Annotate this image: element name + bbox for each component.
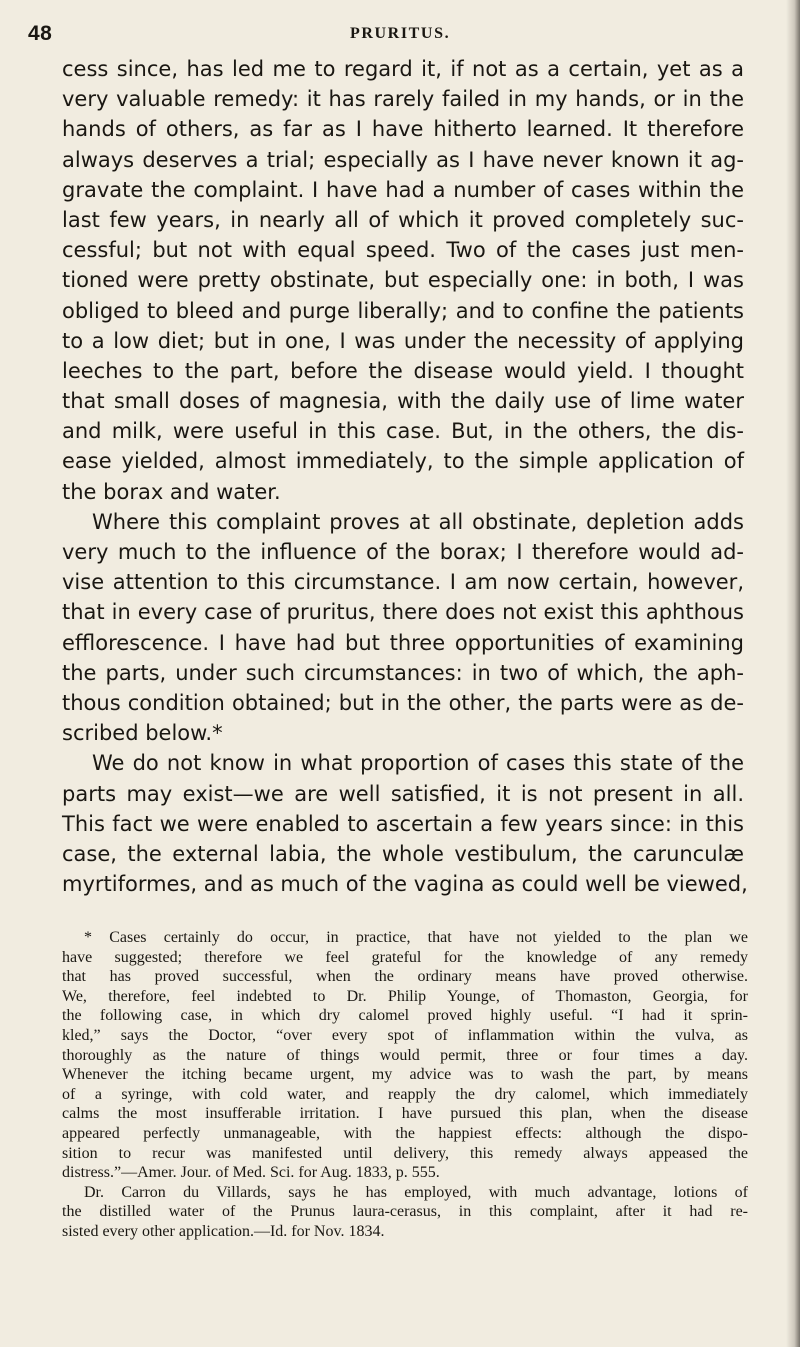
footnote [62, 928, 748, 1242]
body-text [62, 54, 748, 899]
page-edge-shadow [786, 0, 800, 1347]
body-line: tioned were pretty obstinate, but especially one: in both, I was [62, 268, 744, 293]
footnote-line: of a syringe, with cold water, and reapply the dry calomel, which immediately [62, 1085, 748, 1103]
running-header [28, 22, 788, 50]
footnote-line: the distilled water of the Prunus laura-cerasus, in this complaint, after it had re- [62, 1203, 748, 1221]
body-line: leeches to the part, before the disease would yield. I thought [62, 358, 744, 383]
footnote-line: Dr. Carron du Villards, says he has employed, with much advantage, lotions of [84, 1183, 748, 1201]
body-line: last few years, in nearly all of which it proved completely suc- [62, 207, 744, 232]
footnote-line: have suggested; therefore we feel grateful for the knowledge of any remedy [62, 948, 748, 966]
body-line: very much to the influence of the borax; I therefore would ad- [62, 540, 744, 564]
body-line: cessful; but not with equal speed. Two of the cases just men- [62, 238, 744, 263]
body-line: scribed below.* [62, 721, 223, 746]
body-line: that in every case of pruritus, there does not exist this aphthous [62, 600, 744, 625]
footnote-line: distress.”—Amer. Jour. of Med. Sci. for Aug. 1833, p. 555. [62, 1164, 440, 1182]
body-line: the borax and water. [62, 479, 281, 504]
body-line: Where this complaint proves at all obstinate, depletion adds [92, 509, 744, 534]
footnote-line: Whenever the itching became urgent, my advice was to wash the part, by means [62, 1066, 748, 1084]
body-line: vise attention to this circumstance. I am now certain, however, [62, 570, 744, 595]
footnote-line: sition to recur was manifested until delivery, this remedy always appeased the [62, 1144, 748, 1162]
body-line: thous condition obtained; but in the other, the parts were as de- [62, 690, 744, 715]
footnote-line: * Cases certainly do occur, in practice, that have not yielded to the plan we [84, 929, 748, 946]
footnote-line: sisted every other application.—Id. for Nov. 1834. [62, 1222, 385, 1240]
footnote-line: calms the most insufferable irritation. I have pursued this plan, when the disease [62, 1105, 748, 1123]
footnote-line: the following case, in which dry calomel proved highly useful. “I had it sprin- [62, 1007, 748, 1025]
body-line: gravate the complaint. I have had a number of cases within the [62, 177, 744, 202]
body-line: and milk, were useful in this case. But, in the others, the dis- [62, 419, 744, 444]
footnote-line: kled,” says the Doctor, “over every spot of inflammation within the vulva, as [62, 1026, 748, 1044]
body-line: case, the external labia, the whole vestibulum, the carunculæ [62, 841, 744, 866]
body-line: very valuable remedy: it has rarely failed in my hands, or in the [62, 87, 744, 112]
body-line: myrtiformes, and as much of the vagina as could well be viewed, [62, 872, 748, 897]
body-line: obliged to bleed and purge liberally; and to confine the patients [62, 298, 744, 323]
body-line: to a low diet; but in one, I was under the necessity of applying [62, 328, 744, 353]
body-line: cess since, has led me to regard it, if not as a certain, yet as a [62, 57, 744, 81]
footnote-line: that has proved successful, when the ordinary means have proved otherwise. [62, 968, 748, 986]
footnote-line: appeared perfectly unmanageable, with the happiest effects: although the dispo- [62, 1124, 748, 1142]
body-line: ease yielded, almost immediately, to the simple application of [62, 449, 744, 474]
page-number: 48 [28, 22, 53, 45]
body-line: that small doses of magnesia, with the daily use of lime water [62, 389, 744, 414]
body-line: the parts, under such circumstances: in two of which, the aph- [62, 660, 744, 685]
running-title: PRURITUS. [350, 25, 451, 42]
footnote-line: thoroughly as the nature of things would permit, three or four times a day. [62, 1046, 748, 1064]
footnote-line: We, therefore, feel indebted to Dr. Philip Younge, of Thomaston, Georgia, for [62, 987, 748, 1005]
body-line: parts may exist—we are well satisfied, it is not present in all. [62, 781, 744, 806]
body-line: We do not know in what proportion of cases this state of the [92, 751, 744, 776]
body-line: always deserves a trial; especially as I have never known it ag- [62, 147, 744, 172]
body-line: efflorescence. I have had but three opportunities of examining [62, 630, 744, 655]
body-line: This fact we were enabled to ascertain a few years since: in this [62, 811, 744, 836]
body-line: hands of others, as far as I have hitherto learned. It therefore [62, 117, 744, 142]
